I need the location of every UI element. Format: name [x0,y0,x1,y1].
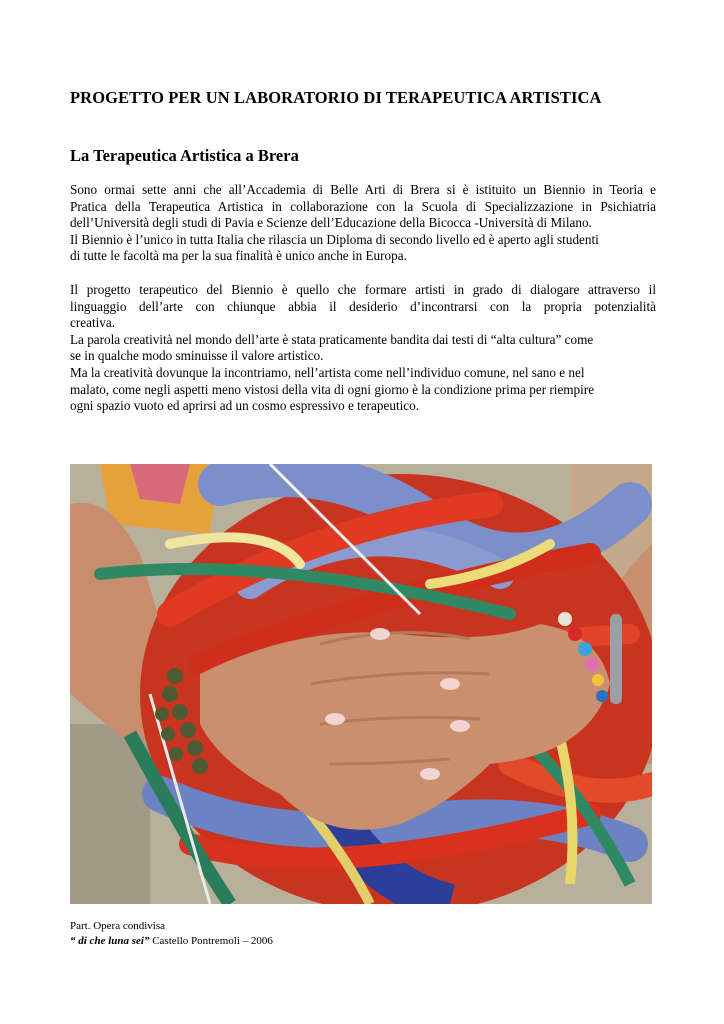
text-line: La parola creatività nel mondo dell’arte è stata praticamente bandita dai testi di “alta cultura” come [70,331,594,347]
text-line: se in qualche modo sminuisse il valore artistico. [70,348,324,364]
caption-work-title: “ di che luna sei” [70,935,150,947]
caption-location: Castello Pontremoli – 2006 [152,935,273,947]
caption-line: Part. Opera condivisa [70,920,165,932]
caption-line [70,934,273,949]
text-line: Pratica della Terapeutica Artistica in collaborazione con la Scuola di Specializzazione in Psichiatria [70,198,656,214]
section-heading: La Terapeutica Artistica a Brera [70,146,299,165]
document-title: PROGETTO PER UN LABORATORIO DI TERAPEUTICA ARTISTICA [70,88,602,107]
text-line: creativa. [70,315,116,331]
text-line: di tutte le facoltà ma per la sua finalità è unico anche in Europa. [70,248,407,264]
paragraph-intro [70,182,656,265]
artwork-photo [70,464,652,904]
text-line: malato, come negli aspetti meno vistosi della vita di ogni giorno è la condizione prima per riempire [70,381,595,397]
text-line: dell’Università degli studi di Pavia e Scienze dell’Educazione della Bicocca -Università di Milano. [70,215,592,231]
text-line: Ma la creatività dovunque la incontriamo, nell’artista come nell’individuo comune, nel sano e nel [70,364,585,380]
text-line: Il progetto terapeutico del Biennio è quello che formare artisti in grado di dialogare attraverso il [70,282,656,297]
text-line: ogni spazio vuoto ed aprirsi ad un cosmo espressivo e terapeutico. [70,398,420,414]
photo-caption [70,919,273,949]
paragraph-project [70,282,656,415]
text-line: linguaggio dell’arte con chiunque abbia il desiderio d’incontrarsi con la propria potenzialità [70,298,656,314]
text-line: Sono ormai sette anni che all’Accademia di Belle Arti di Brera si è istituito un Biennio in Teoria e [70,182,656,197]
text-line: Il Biennio è l’unico in tutta Italia che rilascia un Diploma di secondo livello ed è aperto agli studenti [70,231,599,247]
